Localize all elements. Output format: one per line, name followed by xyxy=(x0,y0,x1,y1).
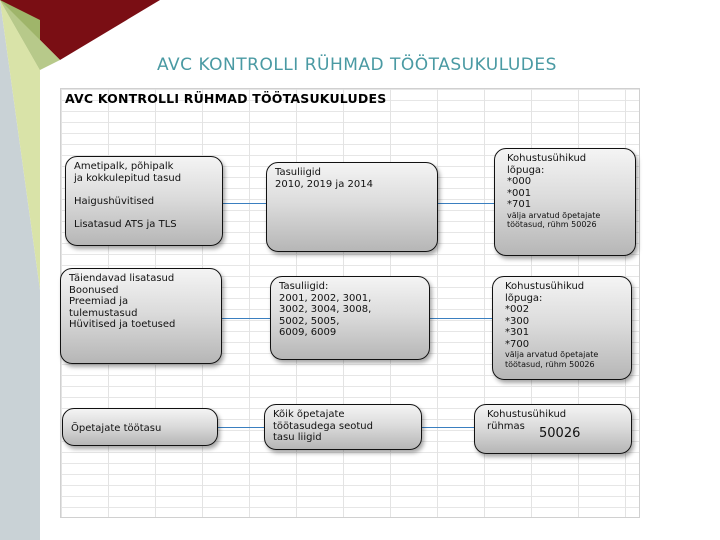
box-left-row3 xyxy=(62,408,218,446)
box-line: Õpetajate töötasu xyxy=(71,423,162,434)
box-line: Täiendavad lisatasud xyxy=(69,273,175,284)
box-line: 2001, 2002, 3001, xyxy=(279,292,372,304)
box-line: 3002, 3004, 3008, xyxy=(279,304,372,315)
box-line: 5002, 5005, xyxy=(279,315,340,327)
box-line: tulemustasud xyxy=(69,307,138,319)
box-note: töötasud, rühm 50026 xyxy=(507,220,597,229)
box-line: Kõik õpetajate xyxy=(273,409,345,420)
box-line: *001 xyxy=(507,187,532,199)
box-line: Preemiad ja xyxy=(69,296,129,307)
box-line: 2010, 2019 ja 2014 xyxy=(275,178,373,190)
connector xyxy=(222,318,270,319)
box-line: lõpuga: xyxy=(507,164,545,176)
connector xyxy=(430,318,492,319)
box-middle-row1 xyxy=(266,162,438,252)
box-line: Kohustusühikud xyxy=(487,409,567,420)
box-right-row1 xyxy=(494,148,636,256)
box-line: Kohustusühikud xyxy=(505,281,585,292)
box-line: ja kokkulepitud tasud xyxy=(74,172,182,184)
box-line: Tasuliigid: xyxy=(279,281,329,292)
box-note: välja arvatud õpetajate xyxy=(507,210,601,220)
group-number: 50026 xyxy=(539,426,581,441)
box-line xyxy=(74,207,214,219)
box-line: *002 xyxy=(505,304,530,315)
box-line: Tasuliigid xyxy=(275,167,321,178)
box-middle-row2 xyxy=(270,276,430,360)
sheet-title: AVC KONTROLLI RÜHMAD TÖÖTASUKULUDES xyxy=(65,91,387,106)
box-line: Ametipalk, põhipalk xyxy=(74,161,174,172)
box-line: *701 xyxy=(507,199,532,210)
box-line: Lisatasud ATS ja TLS xyxy=(74,218,177,230)
box-line: lõpuga: xyxy=(505,292,543,304)
box-line: Kohustusühikud xyxy=(507,153,587,164)
box-left-row2 xyxy=(60,268,222,364)
box-line: 6009, 6009 xyxy=(279,327,337,338)
box-line: *000 xyxy=(507,176,532,187)
box-line: töötasudega seotud xyxy=(273,420,373,432)
box-middle-row3 xyxy=(264,404,422,450)
box-line: *301 xyxy=(505,327,530,338)
slide-title: AVC KONTROLLI RÜHMAD TÖÖTASUKULUDES xyxy=(157,55,557,75)
box-line: Hüvitised ja toetused xyxy=(69,319,176,330)
box-line: *700 xyxy=(505,338,530,350)
box-left-row1 xyxy=(65,156,223,246)
connector xyxy=(422,427,474,428)
box-note: välja arvatud õpetajate xyxy=(505,350,599,359)
box-note: töötasud, rühm 50026 xyxy=(505,359,595,369)
connector xyxy=(438,203,494,204)
box-line: Haigushüvitised xyxy=(74,195,155,207)
box-line: Boonused xyxy=(69,284,119,296)
box-right-row3 xyxy=(474,404,632,454)
box-line: rühmas xyxy=(487,420,525,432)
box-line: *300 xyxy=(505,315,530,327)
connector xyxy=(222,203,266,204)
box-line: tasu liigid xyxy=(273,432,322,443)
box-line xyxy=(74,184,214,196)
connector xyxy=(218,427,264,428)
box-right-row2 xyxy=(492,276,632,380)
